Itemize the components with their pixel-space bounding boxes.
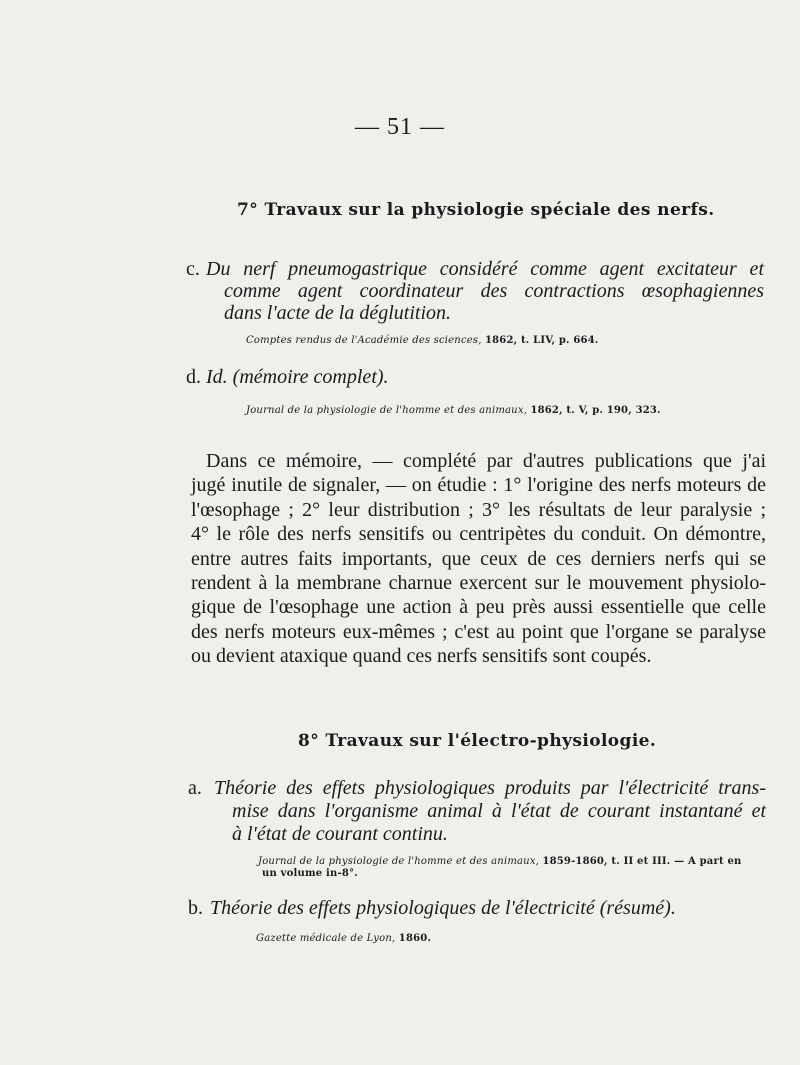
- paragraph-line: 4° le rôle des nerfs sensitifs ou centripètes du conduit. On démontre,: [191, 523, 766, 546]
- title-line: Théorie des effets physiologiques de l'électricité (résumé).: [210, 897, 676, 919]
- reference-b: [256, 933, 431, 944]
- entry-title: [206, 366, 389, 388]
- paragraph-line: rendent à la membrane charnue exercent sur le mouvement physiolo-: [191, 572, 766, 595]
- reference-details: 1862, t. LIV, p. 664.: [484, 335, 599, 346]
- paragraph-line: des nerfs moteurs eux-mêmes ; c'est au point que l'organe se paralyse: [191, 620, 766, 643]
- reference-source: Comptes rendus de l'Académie des sciences,: [246, 335, 482, 346]
- title-line: à l'état de courant continu.: [232, 823, 448, 845]
- paragraph-line: Dans ce mémoire, — complété par d'autres publications que j'ai: [206, 450, 766, 472]
- paragraph-line: l'œsophage ; 2° leur distribution ; 3° les résultats de leur paralysie ;: [191, 498, 766, 521]
- entry-label: b.: [188, 897, 203, 919]
- section-heading-8: 8° Travaux sur l'électro-physiologie.: [298, 731, 657, 751]
- reference-c: [246, 335, 599, 346]
- reference-source: Journal de la physiologie de l'homme et des animaux,: [258, 856, 540, 867]
- entry-label: a.: [188, 777, 202, 799]
- entry-title: [214, 777, 766, 846]
- title-line: Id. (mémoire complet).: [206, 366, 389, 388]
- title-line: Théorie des effets physiologiques produits par l'électricité trans-: [214, 777, 766, 799]
- reference-a: [258, 856, 756, 879]
- entry-label: c.: [186, 258, 200, 280]
- reference-details: 1862, t. V, p. 190, 323.: [530, 405, 661, 416]
- reference-continuation: un volume in-8°.: [262, 868, 358, 879]
- reference-source: Journal de la physiologie de l'homme et des animaux,: [246, 405, 528, 416]
- body-paragraph: [191, 449, 766, 669]
- reference-details: 1860.: [398, 933, 432, 944]
- entry-title: [206, 258, 764, 324]
- reference-details: 1859-1860, t. II et III. — A part en: [542, 856, 742, 867]
- entry-title: [210, 897, 676, 919]
- paragraph-line: gique de l'œsophage une action à peu près aussi essentielle que celle: [191, 596, 766, 619]
- section-heading-7: 7° Travaux sur la physiologie spéciale des nerfs.: [237, 200, 715, 220]
- reference-source: Gazette médicale de Lyon,: [256, 933, 396, 944]
- title-line: comme agent coordinateur des contractions œsophagiennes: [224, 280, 764, 302]
- paragraph-line: jugé inutile de signaler, — on étudie : 1° l'origine des nerfs moteurs de: [191, 474, 766, 497]
- reference-d: [246, 405, 661, 416]
- paragraph-line: ou devient ataxique quand ces nerfs sensitifs sont coupés.: [191, 645, 652, 668]
- page-number: — 51 —: [355, 114, 445, 140]
- entry-label: d.: [186, 366, 201, 388]
- paragraph-line: entre autres faits importants, que ceux de ces derniers nerfs qui se: [191, 547, 766, 570]
- title-line: mise dans l'organisme animal à l'état de courant instantané et: [232, 800, 766, 822]
- title-line: Du nerf pneumogastrique considéré comme agent excitateur et: [206, 258, 764, 280]
- title-line: dans l'acte de la déglutition.: [224, 302, 452, 324]
